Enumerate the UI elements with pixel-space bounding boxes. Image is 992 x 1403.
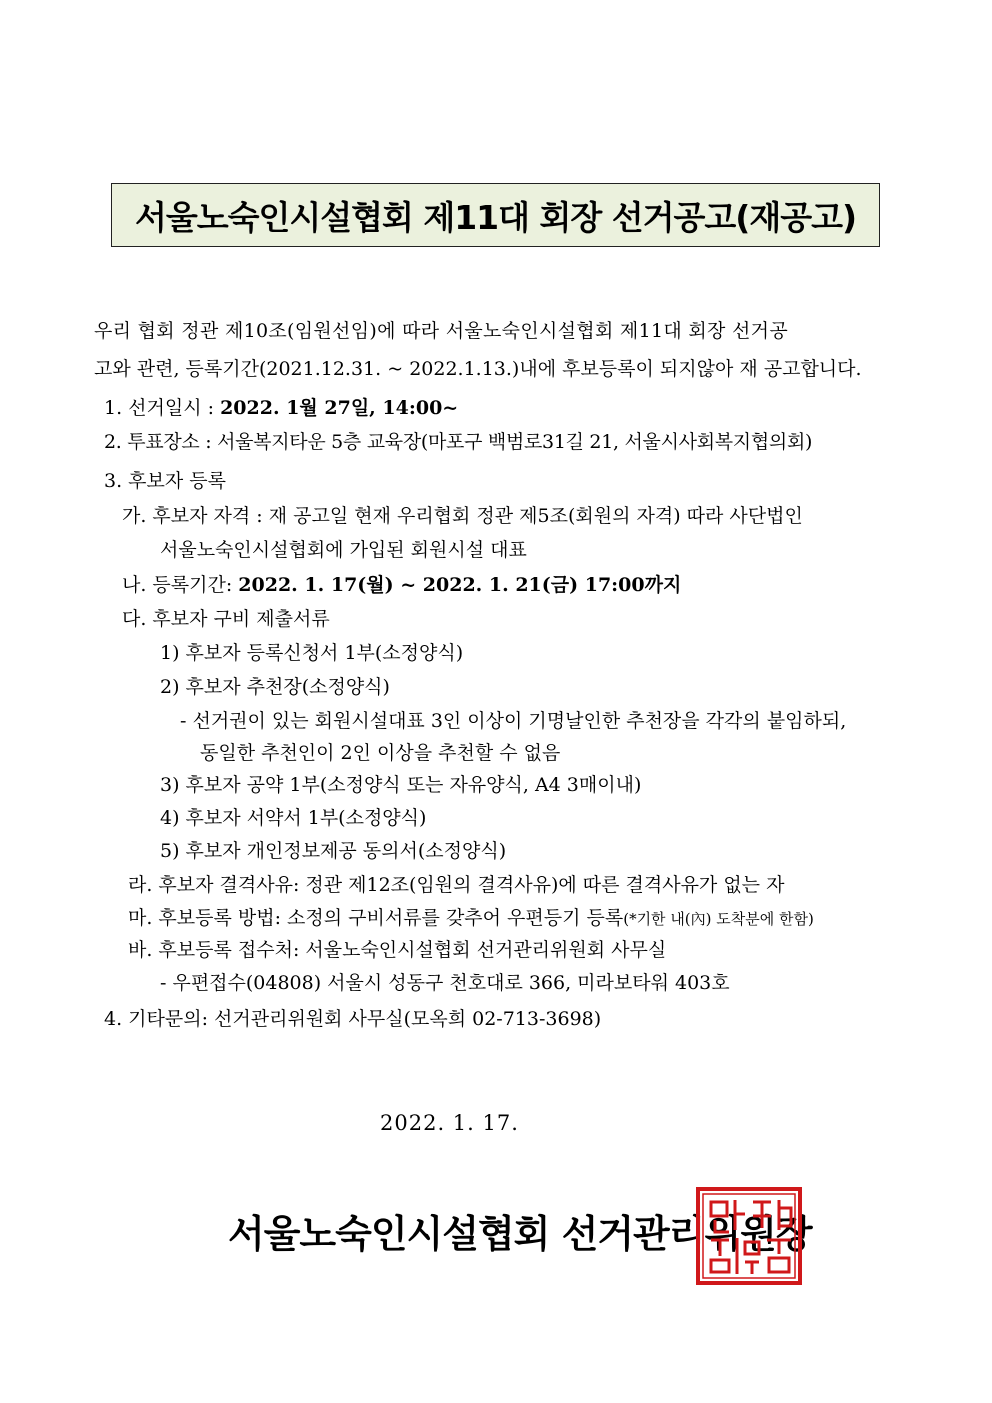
- notice-date: 2022. 1. 17.: [380, 1111, 519, 1135]
- item-3b-value: 2022. 1. 17(월) ~ 2022. 1. 21(금) 17:00까지: [238, 574, 682, 596]
- doc-item-3: 3) 후보자 공약 1부(소정양식 또는 자유양식, A4 3매이내): [160, 774, 642, 796]
- item-3b: [122, 573, 681, 597]
- item-3e-note: (*기한 내(內) 도착분에 한함): [623, 910, 814, 928]
- doc-item-1: 1) 후보자 등록신청서 1부(소정양식): [160, 642, 464, 664]
- item-3f-note: - 우편접수(04808) 서울시 성동구 천호대로 366, 미라보타워 403호: [160, 972, 730, 994]
- item-3: 3. 후보자 등록: [104, 470, 226, 492]
- doc-item-2: 2) 후보자 추천장(소정양식): [160, 676, 390, 698]
- item-3a-line-1: 가. 후보자 자격 : 재 공고일 현재 우리협회 정관 제5조(회원의 자격) 따라 사단법인: [122, 505, 803, 527]
- item-4: 4. 기타문의: 선거관리위원회 사무실(모옥희 02-713-3698): [104, 1008, 602, 1030]
- item-3c: 다. 후보자 구비 제출서류: [122, 608, 330, 630]
- signature-line: 서울노숙인시설협회 선거관리위원장: [228, 1212, 812, 1256]
- item-1-value: 2022. 1월 27일, 14:00~: [220, 397, 459, 419]
- intro-line-1: 우리 협회 정관 제10조(임원선임)에 따라 서울노숙인시설협회 제11대 회장 선거공: [94, 320, 788, 342]
- intro-line-2: 고와 관련, 등록기간(2021.12.31. ~ 2022.1.13.)내에 후보등록이 되지않아 재 공고합니다.: [94, 358, 862, 380]
- title-box: [111, 183, 880, 247]
- doc-item-4: 4) 후보자 서약서 1부(소정양식): [160, 807, 427, 829]
- item-3e-main: 마. 후보등록 방법: 소정의 구비서류를 갖추어 우편등기 등록: [128, 907, 624, 929]
- item-2: 2. 투표장소 : 서울복지타운 5층 교육장(마포구 백범로31길 21, 서울시사회복지협의회): [104, 431, 813, 453]
- item-3a-line-2: 서울노숙인시설협회에 가입된 회원시설 대표: [160, 539, 527, 561]
- item-1: [104, 396, 458, 420]
- doc-item-2-note-1: - 선거권이 있는 회원시설대표 3인 이상이 기명날인한 추천장을 각각의 붙임하되,: [180, 710, 847, 732]
- item-3b-label: 나. 등록기간:: [122, 574, 239, 596]
- item-3e: [128, 906, 814, 931]
- document-title: 서울노숙인시설협회 제11대 회장 선거공고(재공고): [134, 197, 857, 237]
- doc-item-5: 5) 후보자 개인정보제공 동의서(소정양식): [160, 840, 507, 862]
- item-3f: 바. 후보등록 접수처: 서울노숙인시설협회 선거관리위원회 사무실: [128, 939, 667, 961]
- doc-item-2-note-2: 동일한 추천인이 2인 이상을 추천할 수 없음: [200, 742, 561, 764]
- official-seal-stamp: [695, 1186, 803, 1286]
- item-3d: 라. 후보자 결격사유: 정관 제12조(임원의 결격사유)에 따른 결격사유가 없는 자: [128, 874, 785, 896]
- seal-icon: [695, 1186, 803, 1286]
- item-1-label: 1. 선거일시 :: [104, 397, 221, 419]
